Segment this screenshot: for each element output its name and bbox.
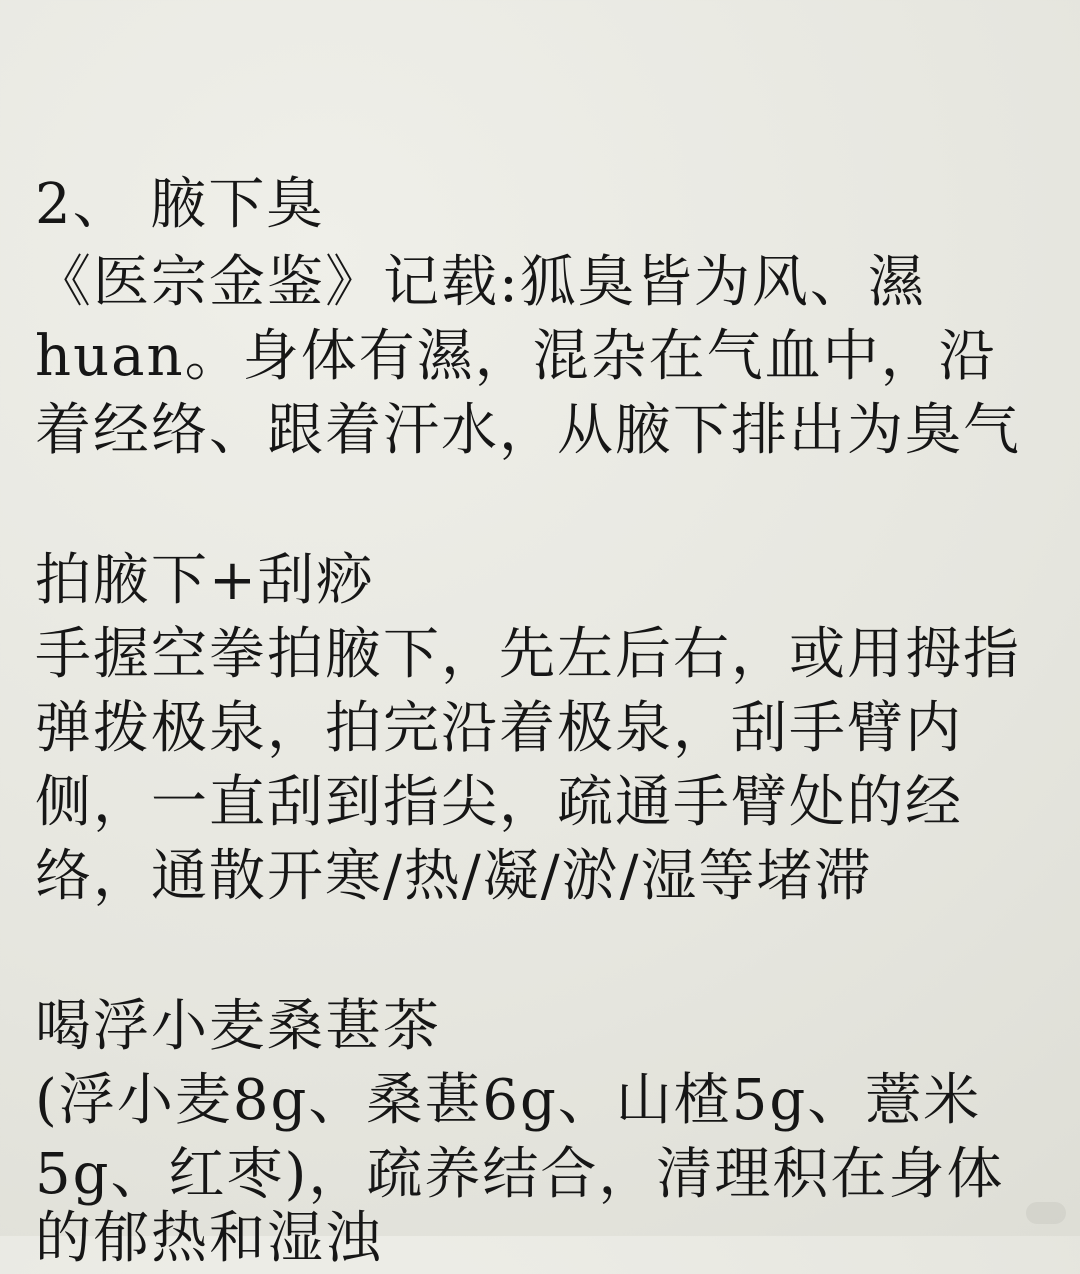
text-line: 手握空拳拍腋下，先左后右，或用拇指 [35, 622, 1021, 687]
text-line: 侧，一直刮到指尖，疏通手臂处的经 [35, 770, 963, 835]
watermark-badge [1026, 1202, 1066, 1224]
section-heading-tea: 喝浮小麦桑葚茶 [35, 994, 441, 1059]
section-heading-pat-armpit: 拍腋下+刮痧 [35, 548, 374, 613]
text-line: 弹拨极泉，拍完沿着极泉，刮手臂内 [35, 696, 963, 761]
text-line: 络，通散开寒/热/凝/淤/湿等堵滞 [35, 844, 873, 909]
text-line: huan。身体有濕，混杂在气血中，沿 [35, 324, 997, 389]
text-line: 着经络、跟着汗水，从腋下排出为臭气 [35, 398, 1021, 463]
section-heading-armpit-odor: 2、 腋下臭 [35, 172, 325, 237]
text-line: 《医宗金鉴》记载:狐臭皆为风、濕 [35, 250, 926, 315]
text-line: 的郁热和湿浊 [35, 1206, 383, 1271]
text-line: (浮小麦8g、桑葚6g、山楂5g、薏米 [35, 1068, 982, 1133]
text-line: 5g、红枣)，疏养结合，清理积在身体 [35, 1142, 1005, 1207]
